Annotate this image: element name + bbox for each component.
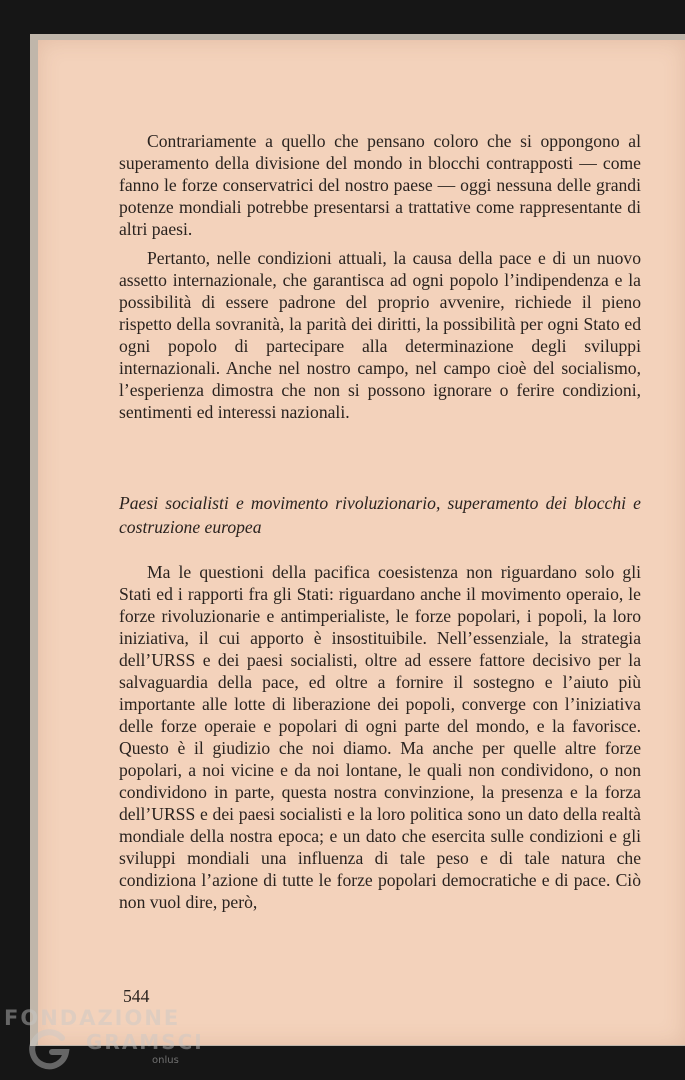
gramsci-g-icon	[26, 1026, 72, 1072]
paragraph: Contrariamente a quello che pensano coloro che si oppongono al superamento della divisione del mondo in blocchi contrapposti — come fanno le forze conservatrici del nostro paese — oggi nessuna delle grandi potenze mondiali potrebbe presentarsi a trattative come rappresentante di altri paesi.	[119, 131, 641, 239]
paragraph: Pertanto, nelle condizioni attuali, la causa della pace e di un nuovo assetto internazionale, che garantisca ad ogni popolo l’indipendenza e la possibilità di essere padrone del proprio avvenire, richiede il pieno rispetto della sovranità, la parità dei diritti, la possibilità per ogni Stato ed ogni popolo di partecipare alla determinazione degli sviluppi internazionali. Anche nel nostro campo, nel campo cioè del socialismo, l’esperienza dimostra che non si possono ignorare o ferire condizioni, sentimenti ed interessi nazionali.	[119, 248, 641, 422]
body-text-top	[119, 130, 641, 423]
paragraph: Ma le questioni della pacifica coesistenza non riguardano solo gli Stati ed i rapporti fra gli Stati: riguardano anche il movimento operaio, le forze rivoluzionarie e antimperialiste, le forze popolari, i popoli, la loro iniziativa, il cui apporto è insostituibile. Nell’essenziale, la strategia dell’URSS e dei paesi socialisti, oltre ad essere fattore decisivo per la salvaguardia della pace, ed oltre a fornire il sostegno e l’aiuto più importante alle lotte di liberazione dei popoli, converge con l’iniziativa delle forze operaie e popolari di ogni parte del mondo, e la favorisce. Questo è il giudizio che noi diamo. Ma anche per quelle altre forze popolari, a noi vicine e da noi lontane, le quali non condividono, o non condividono in parte, questa nostra convinzione, la presenza e la forza dell’URSS e dei paesi socialisti e la loro politica sono un dato della realtà mondiale della nostra epoca; e un dato che esercita sulle condizioni e gli sviluppi mondiali una influenza di tale peso e di tale natura che condiziona l’azione di tutte le forze popolari democratiche e di pace. Ciò non vuol dire, però,	[119, 562, 641, 912]
watermark-text-fondazione: FONDAZIONE	[4, 1006, 181, 1030]
page-number: 544	[123, 986, 150, 1006]
section-heading: Paesi socialisti e movimento rivoluzionario, superamento dei blocchi e costruzione europea	[119, 493, 641, 537]
body-text-bottom	[119, 561, 641, 913]
watermark-text-onlus: onlus	[152, 1055, 179, 1066]
watermark-text-gramsci: GRAMSCI	[86, 1030, 204, 1054]
watermark-logo	[0, 1000, 204, 1080]
